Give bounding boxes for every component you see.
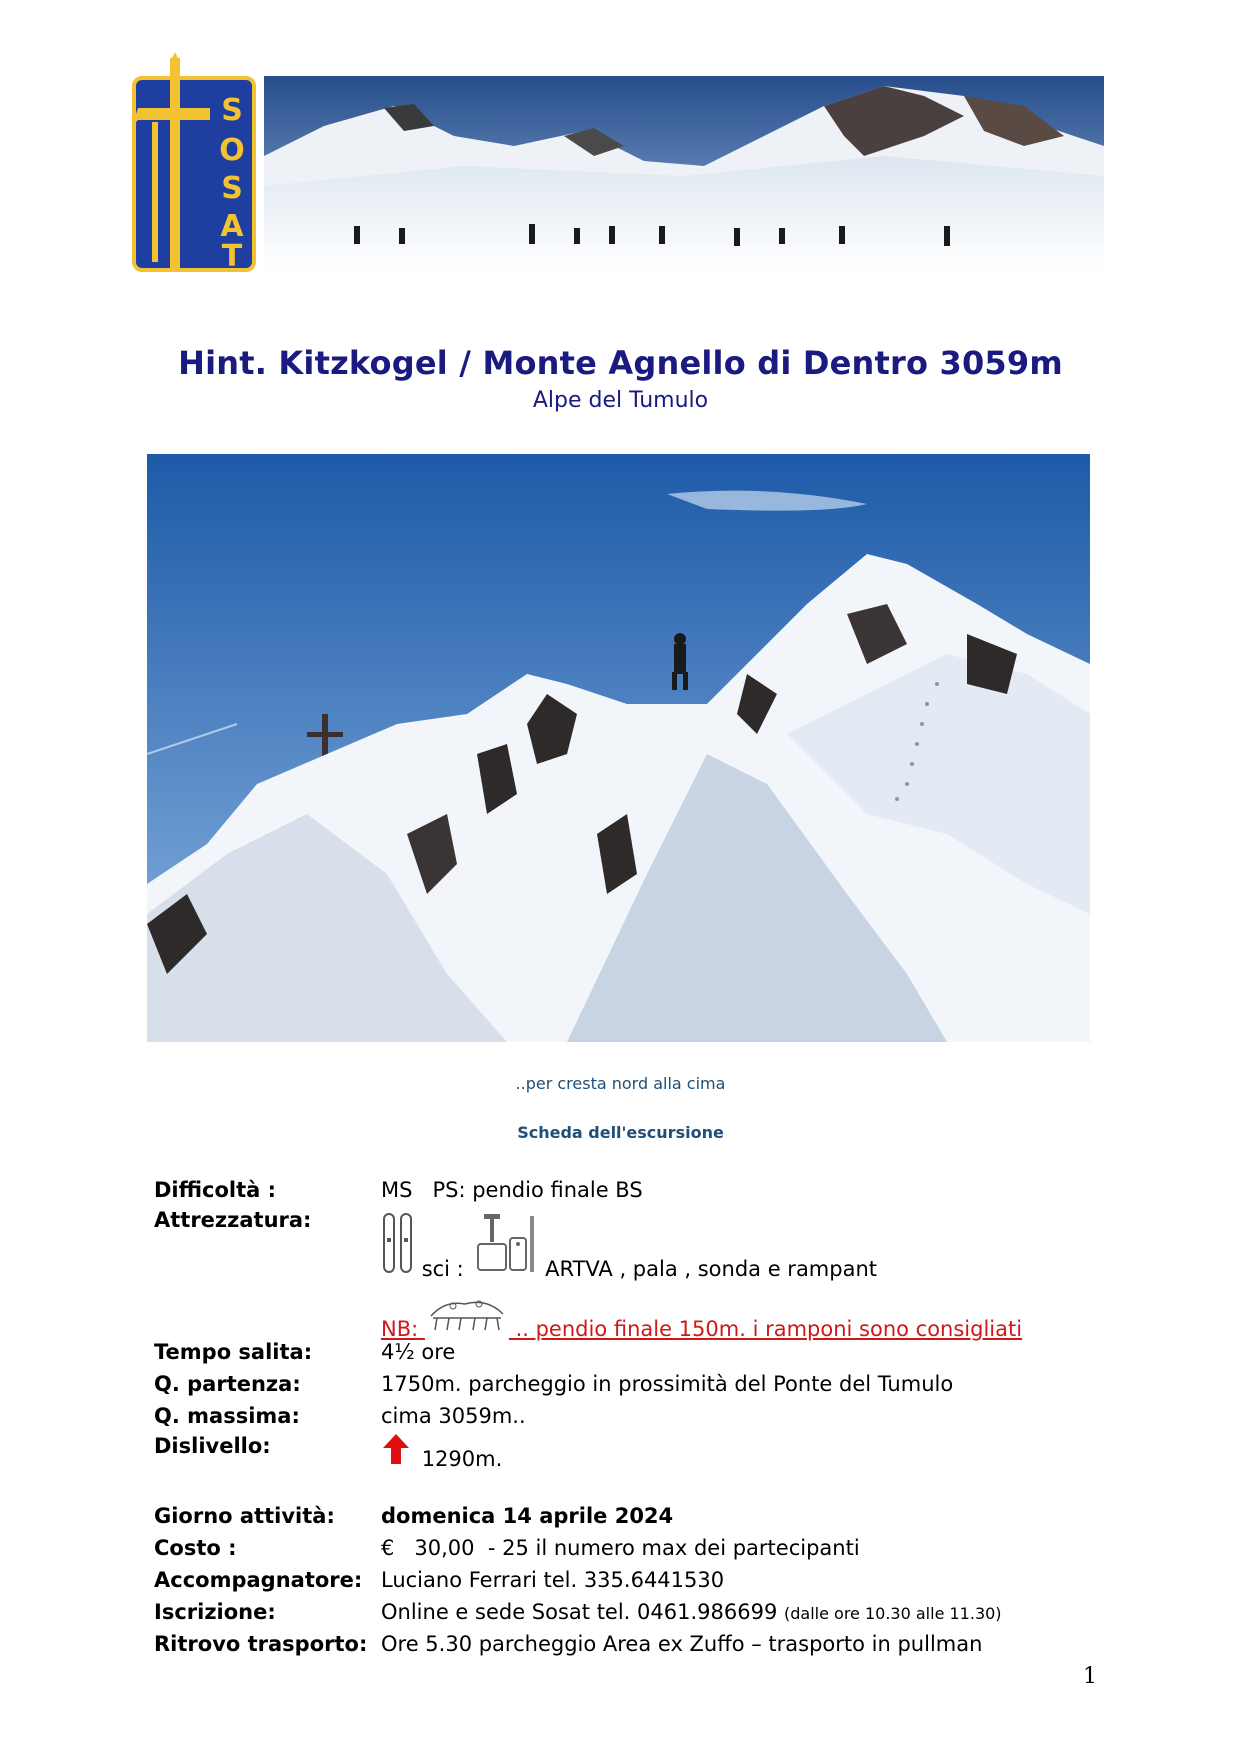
svg-text:A: A <box>220 209 244 244</box>
up-arrow-icon <box>381 1432 411 1471</box>
avalanche-kit-icon <box>476 1212 538 1281</box>
svg-text:S: S <box>221 171 243 206</box>
header-banner-image <box>264 76 1104 272</box>
value-difficolta: MS PS: pendio finale BS <box>381 1178 643 1202</box>
label-iscrizione: Iscrizione: <box>154 1600 276 1624</box>
svg-text:O: O <box>219 133 245 168</box>
label-difficolta: Difficoltà : <box>154 1178 277 1202</box>
equipment-line <box>381 1212 877 1281</box>
page-number: 1 <box>1083 1664 1097 1689</box>
crampons-icon <box>425 1292 509 1341</box>
iscrizione-note: (dalle ore 10.30 alle 11.30) <box>784 1604 1002 1623</box>
label-accompagnatore: Accompagnatore: <box>154 1568 363 1592</box>
value-costo: € 30,00 - 25 il numero max dei partecipanti <box>381 1536 860 1560</box>
value-dislivello-wrap <box>381 1432 502 1471</box>
label-q-massima: Q. massima: <box>154 1404 300 1428</box>
value-q-partenza: 1750m. parcheggio in prossimità del Ponte del Tumulo <box>381 1372 954 1396</box>
value-dislivello: 1290m. <box>421 1447 503 1471</box>
equipment-items: ARTVA , pala , sonda e rampant <box>545 1257 878 1281</box>
nb-text: .. pendio finale 150m. i ramponi sono consigliati <box>515 1317 1023 1341</box>
sci-label: sci : <box>421 1257 464 1281</box>
value-iscrizione-wrap <box>381 1600 1002 1624</box>
label-attrezzatura: Attrezzatura: <box>154 1208 312 1232</box>
page-title: Hint. Kitzkogel / Monte Agnello di Dentro 3059m <box>178 344 1063 382</box>
nb-label: NB: <box>381 1317 419 1341</box>
svg-text:T: T <box>221 239 243 272</box>
nb-note <box>381 1292 1022 1341</box>
label-ritrovo: Ritrovo trasporto: <box>154 1632 368 1656</box>
value-giorno: domenica 14 aprile 2024 <box>381 1504 674 1528</box>
section-title: Scheda dell'escursione <box>517 1123 724 1142</box>
svg-text:S: S <box>221 93 243 128</box>
label-costo: Costo : <box>154 1536 237 1560</box>
value-ritrovo: Ore 5.30 parcheggio Area ex Zuffo – trasporto in pullman <box>381 1632 983 1656</box>
summit-photo <box>147 454 1090 1042</box>
value-accompagnatore: Luciano Ferrari tel. 335.6441530 <box>381 1568 725 1592</box>
value-q-massima: cima 3059m.. <box>381 1404 526 1428</box>
sosat-logo <box>132 52 256 272</box>
label-dislivello: Dislivello: <box>154 1434 271 1458</box>
photo-caption: ..per cresta nord alla cima <box>515 1074 726 1093</box>
label-giorno: Giorno attività: <box>154 1504 335 1528</box>
label-tempo-salita: Tempo salita: <box>154 1340 313 1364</box>
label-q-partenza: Q. partenza: <box>154 1372 301 1396</box>
value-iscrizione: Online e sede Sosat tel. 0461.986699 <box>381 1600 778 1624</box>
value-tempo-salita: 4½ ore <box>381 1340 456 1364</box>
page-subtitle: Alpe del Tumulo <box>532 388 709 413</box>
skis-icon <box>381 1212 415 1281</box>
